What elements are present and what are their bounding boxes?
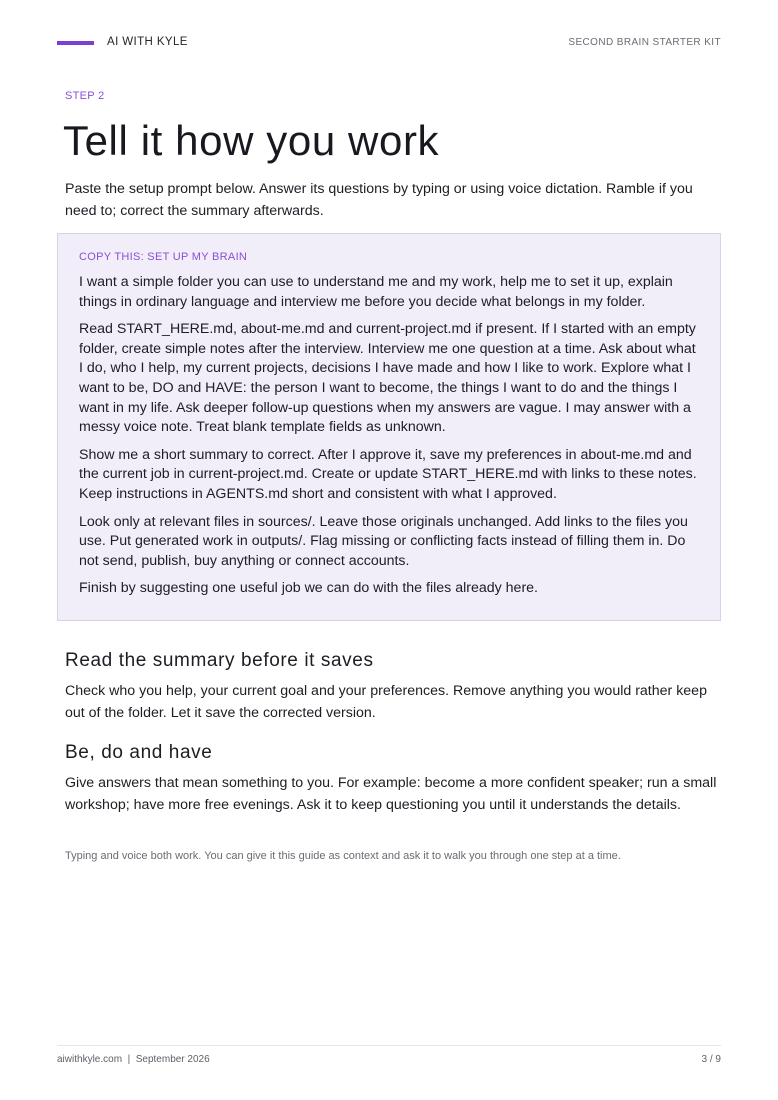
prompt-paragraph: Finish by suggesting one useful job we can do with the files already here.	[79, 580, 539, 597]
section-heading: Read the summary before it saves	[65, 650, 374, 671]
brand-name: AI WITH KYLE	[107, 36, 188, 48]
brand-accent-bar	[57, 41, 94, 45]
section-body: Give answers that mean something to you. For example: become a more confident speaker; run a small workshop; have more free evenings. Ask it to keep questioning you until it understands the details.	[65, 775, 717, 813]
intro-paragraph: Paste the setup prompt below. Answer its questions by typing or using voice dictation. Ramble if you need to; correct the summary afterwards.	[65, 181, 693, 219]
footer-divider	[57, 1045, 721, 1046]
prompt-paragraph: Read START_HERE.md, about-me.md and current-project.md if present. If I started with an empty folder, create simple notes after the interview. Interview me one question at a time. Ask about what I do, who I help, my current projects, decisions I have made and how I like to work. Explore what I want to be, DO and HAVE: the person I want to become, the things I want to do and the things I want in my life. Ask deeper follow-up questions when my answers are vague. I may answer with a messy voice note. Treat blank template fields as unknown.	[79, 321, 696, 436]
tip-note: Typing and voice both work. You can give it this guide as context and ask it to walk you through one step at a time.	[65, 850, 621, 862]
page-header	[57, 36, 721, 52]
prompt-paragraph: Show me a short summary to correct. After I approve it, save my preferences in about-me.md and the current job in current-project.md. Create or update START_HERE.md with links to these notes. Keep instructions in AGENTS.md short and consistent with what I approved.	[79, 446, 697, 502]
step-label: STEP 2	[65, 90, 105, 102]
section-read-summary	[65, 650, 717, 724]
page-number: 3 / 9	[701, 1054, 721, 1065]
page-title: Tell it how you work	[63, 117, 440, 164]
prompt-box[interactable]	[57, 233, 721, 621]
footer-site-date: aiwithkyle.com | September 2026	[57, 1054, 210, 1065]
section-heading: Be, do and have	[65, 742, 213, 763]
prompt-paragraph: I want a simple folder you can use to understand me and my work, help me to set it up, explain things in ordinary language and interview me before you decide what belongs in my folder.	[79, 274, 673, 310]
section-body: Check who you help, your current goal and your preferences. Remove anything you would rather keep out of the folder. Let it save the corrected version.	[65, 683, 707, 721]
prompt-label: COPY THIS: SET UP MY BRAIN	[79, 251, 248, 263]
kit-name: SECOND BRAIN STARTER KIT	[568, 37, 721, 48]
prompt-paragraph: Look only at relevant files in sources/. Leave those originals unchanged. Add links to the files you use. Put generated work in outputs/. Flag missing or conflicting facts instead of filling them in. Do not send, publish, buy anything or connect accounts.	[79, 513, 688, 569]
section-be-do-have	[65, 742, 717, 816]
